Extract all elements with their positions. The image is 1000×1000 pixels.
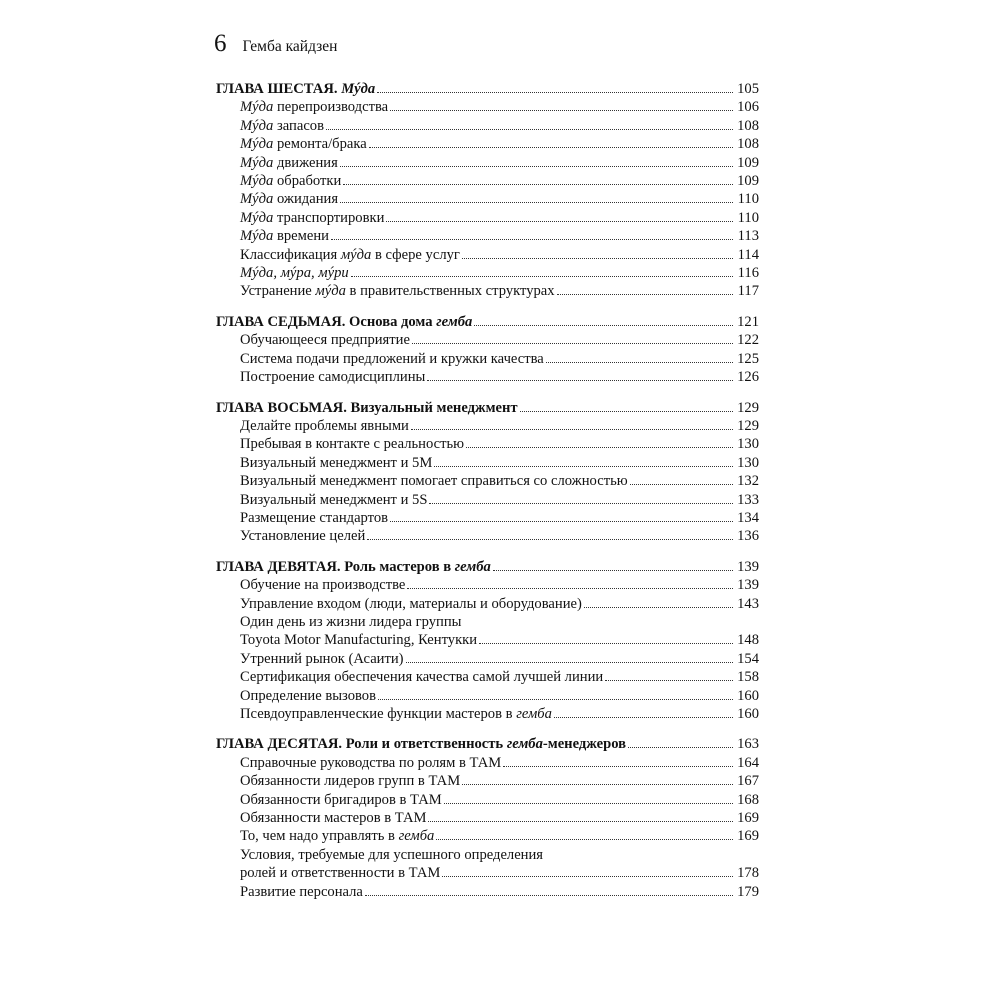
entry-page-number: 158 bbox=[737, 669, 759, 686]
dot-leader bbox=[351, 276, 733, 277]
entry-page-number: 143 bbox=[737, 595, 759, 612]
dot-leader bbox=[340, 202, 733, 203]
entry-page-number: 139 bbox=[737, 558, 759, 575]
dot-leader bbox=[340, 166, 733, 167]
entry-title: Обучающееся предприятие bbox=[240, 332, 410, 349]
entry-title: Мýда ремонта/брака bbox=[240, 136, 367, 153]
dot-leader bbox=[554, 717, 733, 718]
toc-chapter-section bbox=[216, 558, 759, 724]
entry-page-number: 179 bbox=[737, 883, 759, 900]
toc-entry bbox=[216, 491, 759, 509]
chapter-heading bbox=[216, 735, 759, 753]
dot-leader bbox=[493, 570, 733, 571]
entry-page-number: 154 bbox=[737, 650, 759, 667]
toc-entry bbox=[216, 417, 759, 435]
dot-leader bbox=[503, 766, 733, 767]
entry-title: Визуальный менеджмент и 5М bbox=[240, 454, 433, 471]
toc-chapter-section bbox=[216, 80, 759, 301]
entry-title: Развитие персонала bbox=[240, 883, 363, 900]
dot-leader bbox=[390, 110, 733, 111]
dot-leader bbox=[474, 325, 733, 326]
entry-title: Мýда перепроизводства bbox=[240, 99, 389, 116]
entry-title: Обучение на производстве bbox=[240, 577, 406, 594]
entry-title: Псевдоуправленческие функции мастеров в гемба bbox=[240, 706, 552, 722]
entry-page-number: 126 bbox=[737, 369, 759, 386]
toc-entry bbox=[216, 631, 759, 649]
entry-page-number: 167 bbox=[737, 773, 759, 790]
dot-leader bbox=[442, 876, 733, 877]
entry-page-number: 129 bbox=[737, 417, 759, 434]
toc-entry bbox=[216, 650, 759, 668]
chapter-heading bbox=[216, 80, 759, 98]
entry-page-number: 122 bbox=[737, 332, 759, 349]
dot-leader bbox=[546, 362, 733, 363]
entry-page-number: 108 bbox=[737, 136, 759, 153]
dot-leader bbox=[628, 747, 733, 748]
entry-title: ролей и ответственности в ТАМ bbox=[240, 865, 441, 882]
dot-leader bbox=[407, 588, 733, 589]
entry-title: Утренний рынок (Асаити) bbox=[240, 650, 404, 667]
entry-title: Визуальный менеджмент и 5S bbox=[240, 491, 428, 508]
dot-leader bbox=[462, 784, 733, 785]
running-title: Гемба кайдзен bbox=[242, 38, 338, 55]
dot-leader bbox=[343, 184, 733, 185]
entry-page-number: 125 bbox=[737, 350, 759, 367]
toc-entry bbox=[216, 227, 759, 245]
toc-entry bbox=[216, 472, 759, 490]
entry-page-number: 169 bbox=[737, 810, 759, 827]
entry-title: Установление целей bbox=[240, 528, 366, 545]
dot-leader bbox=[462, 258, 733, 259]
toc-entry bbox=[216, 791, 759, 809]
entry-title: Система подачи предложений и кружки качества bbox=[240, 350, 544, 367]
entry-title: Мýда, мýра, мýри bbox=[240, 265, 349, 282]
entry-page-number: 109 bbox=[737, 154, 759, 171]
dot-leader bbox=[326, 129, 733, 130]
entry-title: ГЛАВА ШЕСТАЯ. Мýда bbox=[216, 81, 376, 97]
dot-leader bbox=[434, 466, 733, 467]
entry-title: ГЛАВА ДЕСЯТАЯ. Роли и ответственность гемба-менеджеров bbox=[216, 736, 627, 753]
entry-title: Мýда времени bbox=[240, 228, 329, 245]
entry-title: Пребывая в контакте с реальностью bbox=[240, 436, 465, 453]
entry-title: Сертификация обеспечения качества самой лучшей линии bbox=[240, 669, 604, 686]
chapter-heading bbox=[216, 399, 759, 417]
entry-title: ГЛАВА ДЕВЯТАЯ. Роль мастеров в гемба bbox=[216, 558, 491, 575]
entry-title: Обязанности бригадиров в ТАМ bbox=[240, 791, 442, 808]
table-of-contents bbox=[216, 80, 759, 913]
toc-entry bbox=[216, 754, 759, 772]
toc-entry bbox=[216, 331, 759, 349]
entry-page-number: 105 bbox=[737, 81, 759, 97]
entry-page-number: 163 bbox=[737, 736, 759, 753]
dot-leader bbox=[406, 662, 733, 663]
toc-entry bbox=[216, 172, 759, 190]
dot-leader bbox=[479, 643, 733, 644]
dot-leader bbox=[369, 147, 733, 148]
entry-title-line: Условия, требуемые для успешного определения bbox=[240, 846, 544, 863]
toc-entry bbox=[216, 117, 759, 135]
toc-entry bbox=[216, 209, 759, 227]
entry-title: Мýда движения bbox=[240, 154, 338, 171]
entry-title: Справочные руководства по ролям в ТАМ bbox=[240, 754, 502, 771]
entry-page-number: 121 bbox=[737, 313, 759, 330]
toc-entry bbox=[216, 576, 759, 594]
entry-page-number: 117 bbox=[737, 283, 759, 300]
entry-page-number: 139 bbox=[737, 577, 759, 594]
entry-page-number: 160 bbox=[737, 687, 759, 704]
page-number: 6 bbox=[214, 30, 227, 57]
dot-leader bbox=[390, 521, 733, 522]
toc-chapter-section bbox=[216, 313, 759, 387]
entry-page-number: 130 bbox=[737, 436, 759, 453]
chapter-heading bbox=[216, 313, 759, 331]
entry-page-number: 109 bbox=[737, 173, 759, 190]
entry-title: Обязанности мастеров в ТАМ bbox=[240, 810, 427, 827]
toc-entry bbox=[216, 350, 759, 368]
toc-chapter-section bbox=[216, 735, 759, 901]
dot-leader bbox=[378, 699, 733, 700]
toc-entry bbox=[216, 246, 759, 264]
entry-page-number: 116 bbox=[737, 265, 759, 282]
entry-page-number: 136 bbox=[737, 528, 759, 545]
toc-entry bbox=[216, 509, 759, 527]
dot-leader bbox=[331, 239, 733, 240]
dot-leader bbox=[428, 821, 733, 822]
toc-entry bbox=[216, 687, 759, 705]
entry-title: Мýда обработки bbox=[240, 173, 342, 190]
entry-page-number: 178 bbox=[737, 865, 759, 882]
toc-entry bbox=[216, 809, 759, 827]
chapter-heading bbox=[216, 558, 759, 576]
entry-title-line: Один день из жизни лидера группы bbox=[240, 613, 462, 630]
entry-title: ГЛАВА ВОСЬМАЯ. Визуальный менеджмент bbox=[216, 399, 518, 416]
entry-title: Размещение стандартов bbox=[240, 509, 389, 526]
entry-page-number: 134 bbox=[737, 509, 759, 526]
entry-title: Построение самодисциплины bbox=[240, 369, 426, 386]
entry-title: Визуальный менеджмент помогает справиться со сложностью bbox=[240, 473, 628, 490]
dot-leader bbox=[386, 221, 733, 222]
entry-page-number: 169 bbox=[737, 828, 759, 845]
entry-title: Определение вызовов bbox=[240, 687, 376, 704]
dot-leader bbox=[412, 343, 733, 344]
page-header bbox=[214, 30, 337, 60]
toc-entry bbox=[216, 454, 759, 472]
entry-page-number: 114 bbox=[737, 246, 759, 263]
toc-entry bbox=[216, 595, 759, 613]
entry-page-number: 110 bbox=[737, 209, 759, 226]
entry-page-number: 108 bbox=[737, 117, 759, 134]
entry-title: Мýда ожидания bbox=[240, 191, 339, 208]
entry-page-number: 164 bbox=[737, 754, 759, 771]
entry-page-number: 133 bbox=[737, 491, 759, 508]
dot-leader bbox=[605, 680, 733, 681]
toc-entry bbox=[216, 264, 759, 282]
entry-title: ГЛАВА СЕДЬМАЯ. Основа дома гемба bbox=[216, 313, 473, 330]
toc-entry bbox=[216, 705, 759, 723]
dot-leader bbox=[444, 803, 733, 804]
toc-entry bbox=[216, 368, 759, 386]
toc-entry bbox=[216, 883, 759, 901]
entry-title: Классификация мýда в сфере услуг bbox=[240, 246, 460, 263]
entry-title: Обязанности лидеров групп в ТАМ bbox=[240, 773, 461, 790]
entry-page-number: 113 bbox=[737, 228, 759, 245]
entry-page-number: 110 bbox=[737, 191, 759, 208]
dot-leader bbox=[367, 539, 733, 540]
entry-title: Делайте проблемы явными bbox=[240, 417, 409, 434]
dot-leader bbox=[557, 294, 733, 295]
entry-title: Управление входом (люди, материалы и оборудование) bbox=[240, 595, 582, 612]
entry-title: Мýда транспортировки bbox=[240, 209, 385, 226]
dot-leader bbox=[520, 411, 733, 412]
dot-leader bbox=[466, 447, 733, 448]
entry-title: Устранение мýда в правительственных структурах bbox=[240, 283, 555, 300]
entry-page-number: 168 bbox=[737, 791, 759, 808]
entry-title: Мýда запасов bbox=[240, 117, 324, 134]
toc-chapter-section bbox=[216, 399, 759, 546]
dot-leader bbox=[436, 839, 733, 840]
toc-entry bbox=[216, 864, 759, 882]
dot-leader bbox=[630, 484, 733, 485]
dot-leader bbox=[584, 607, 733, 608]
toc-entry bbox=[216, 154, 759, 172]
entry-title: Toyota Motor Manufacturing, Кентукки bbox=[240, 632, 478, 649]
dot-leader bbox=[411, 429, 733, 430]
dot-leader bbox=[377, 92, 733, 93]
dot-leader bbox=[365, 895, 733, 896]
entry-page-number: 106 bbox=[737, 99, 759, 116]
toc-entry bbox=[216, 827, 759, 845]
toc-entry bbox=[216, 190, 759, 208]
entry-page-number: 130 bbox=[737, 454, 759, 471]
entry-page-number: 160 bbox=[737, 706, 759, 722]
toc-entry bbox=[216, 527, 759, 545]
entry-page-number: 132 bbox=[737, 473, 759, 490]
toc-entry bbox=[216, 435, 759, 453]
entry-title: То, чем надо управлять в гемба bbox=[240, 828, 435, 845]
entry-page-number: 148 bbox=[737, 632, 759, 649]
toc-entry bbox=[216, 282, 759, 300]
toc-entry bbox=[216, 98, 759, 116]
dot-leader bbox=[429, 503, 733, 504]
entry-page-number: 129 bbox=[737, 399, 759, 416]
dot-leader bbox=[427, 380, 733, 381]
toc-entry bbox=[216, 668, 759, 686]
toc-entry bbox=[216, 135, 759, 153]
toc-entry bbox=[216, 772, 759, 790]
